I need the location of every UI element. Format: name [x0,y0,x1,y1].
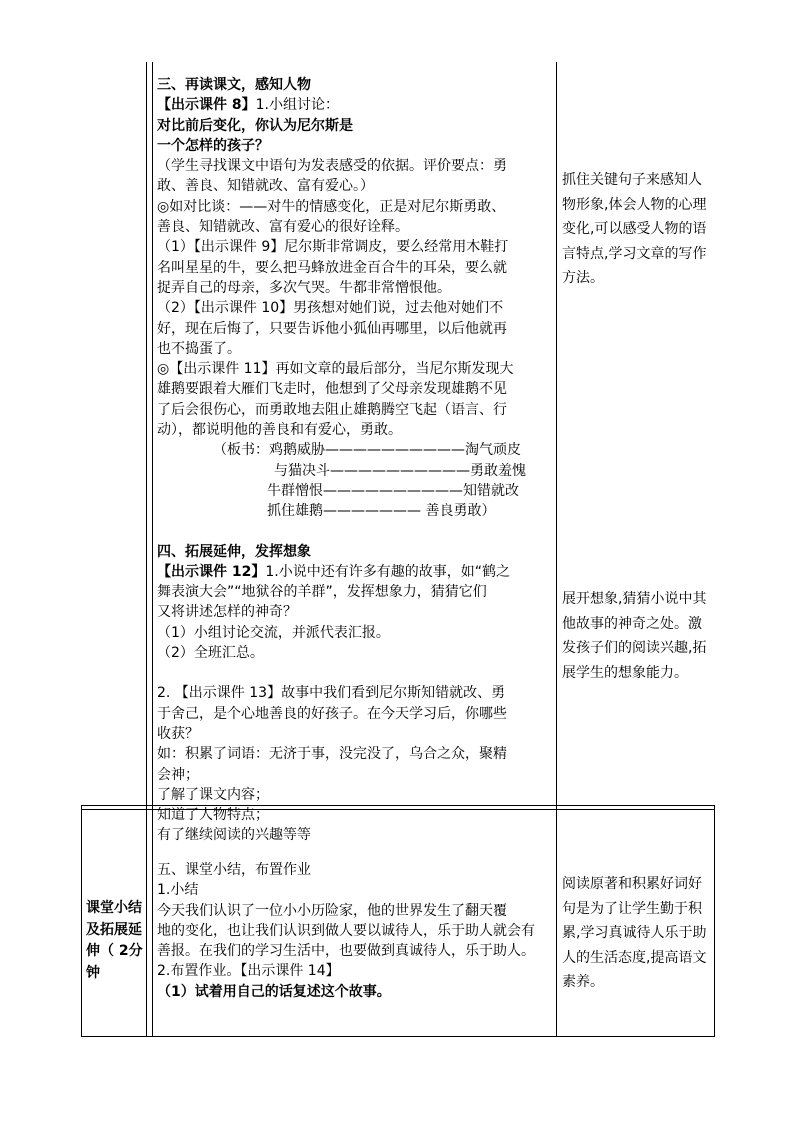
design-note-2 [562,587,712,685]
plain-text: 好，现在后悔了，只要告诉他小狐仙再哪里，以后他就再 [157,320,507,337]
lesson-plan-table [81,62,715,1037]
text-line [157,237,553,257]
board-line: （板书：鸡鹅威胁——————————淘气顽皮 [213,442,521,459]
board-notes [157,440,553,521]
plain-text: 于舍己，是个心地善良的好孩子。在今天学习后，你哪些 [157,705,507,722]
text-line [157,941,553,961]
bold-text: 【出示课件 8】 [157,97,256,114]
plain-text: 如：积累了词语：无济于事，没完没了，乌合之众，聚精 [157,746,507,763]
text-line [157,785,553,805]
plain-text: （1）小组讨论交流，并派代表汇报。 [157,624,390,641]
plain-text: （1）【出示课件 9】尼尔斯非常调皮，要么经常用木鞋打 [157,239,509,256]
bold-text: 对比前后变化，你认为尼尔斯是 [157,117,353,134]
plain-text: 今天我们认识了一位小小历险家，他的世界发生了翻天覆 [157,902,507,919]
plain-text: 捉弄自己的母亲，多次气哭。牛都非常憎恨他。 [157,279,451,296]
plain-text: 敢、善良、知错就改、富有爱心。） [157,178,374,195]
bold-text: 一个怎样的孩子？ [157,137,269,154]
content-cell-row1 [157,75,553,846]
design-note-1 [562,168,712,291]
text-line [157,765,553,785]
plain-text: 善报。在我们的学习生活中，也要做到真诚待人，乐于助人。 [157,943,535,960]
text-line [157,901,553,921]
table-border [81,1036,715,1037]
table-border [81,805,82,1037]
note-text: 阅读原著和积累好词好句是为了让学生勤于积累,学习真诚待人乐于助人的生活态度,提高语文素养。 [562,876,707,991]
text-line [157,744,553,764]
text-line [157,339,553,359]
table-border [714,805,715,1037]
plain-text: 了后会很伤心，而勇敢地去阻止雄鹅腾空飞起（语言、行 [157,401,507,418]
text-line [157,582,553,602]
design-note-3 [562,872,712,995]
bold-text: 四、拓展延伸，发挥想象 [157,543,311,560]
plain-text: 收获？ [157,725,199,742]
text-line [157,95,553,115]
content-cell-row2 [157,860,553,1002]
section-four-part2 [157,683,553,845]
plain-text: ◎【出示课件 11】再如文章的最后部分，当尼尔斯发现大 [157,361,514,378]
plain-text: 2. 【出示课件 13】故事中我们看到尼尔斯知错就改、勇 [157,685,506,702]
table-border [556,62,557,1037]
text-line [157,400,553,420]
text-line [157,156,553,176]
text-line [157,542,553,562]
bold-text: （1）试着用自己的话复述这个故事。 [157,983,391,1000]
note-text: 展开想象,猜猜小说中其他故事的神奇之处。激发孩子们的阅读兴趣,拓展学生的想象能力。 [562,591,707,681]
text-line [157,176,553,196]
board-line: 牛群憎恨——————————知错就改 [267,482,519,499]
text-line [157,298,553,318]
plain-text: 2.布置作业。【出示课件 14】 [157,963,340,980]
text-line [157,683,553,703]
plain-text: 名叫星星的牛，要么把马蜂放进金百合牛的耳朵，要么就 [157,259,507,276]
text-line [157,921,553,941]
plain-text: 动），都说明他的善良和有爱心，勇敢。 [157,422,402,439]
text-line [157,75,553,95]
bold-text: 【出示课件 12】 [157,563,266,580]
text-line [157,961,553,981]
board-line: 与猫决斗——————————勇敢羞愧 [274,462,526,479]
section-three [157,75,553,440]
plain-text: 1.小说中还有许多有趣的故事，如“鹤之 [265,563,510,580]
plain-text: 也不捣蛋了。 [157,340,241,357]
text-line [157,860,553,880]
text-line [157,643,553,663]
text-line [157,880,553,900]
plain-text: 舞表演大会”“地狱谷的羊群”，发挥想象力，猜猜它们 [157,584,487,601]
table-border [146,62,147,1037]
text-line [157,359,553,379]
text-line [157,278,553,298]
plain-text: 了解了课文内容； [157,786,269,803]
plain-text: （学生寻找课文中语句为发表感受的依据。评价要点：勇 [157,158,507,175]
text-line [157,319,553,339]
stage-label: 课堂小结及拓展延伸（ 2分钟 [86,900,143,981]
plain-text: 知道了人物特点； [157,807,269,824]
note-text: 抓住关键句子来感知人物形象,体会人物的心理变化,可以感受人物的语言特点,学习文章的写作方法。 [562,172,707,287]
plain-text: 五、课堂小结，布置作业 [157,862,311,878]
table-border [152,62,153,1037]
text-line [157,116,553,136]
plain-text: 1.小结 [157,882,199,899]
plain-text: ◎如对比谈：——对牛的情感变化，正是对尼尔斯勇敢、 [157,198,506,215]
plain-text: 雄鹅要跟着大雁们飞走时，他想到了父母亲发现雄鹅不见 [157,381,507,398]
text-line [157,704,553,724]
section-four [157,542,553,664]
text-line [157,623,553,643]
plain-text: 会神； [157,766,199,783]
text-line [157,258,553,278]
text-line [157,136,553,156]
plain-text: 善良、知错就改、富有爱心的很好诠释。 [157,219,409,236]
plain-text: 地的变化，也让我们认识到做人要以诚待人，乐于助人就会有 [157,922,535,939]
text-line [157,724,553,744]
text-line [157,562,553,582]
plain-text: 又将讲述怎样的神奇？ [157,604,297,621]
plain-text: 1.小组讨论： [255,97,339,114]
text-line [157,805,553,825]
section-five [157,860,553,1002]
board-line: 抓住雄鹅——————— 善良勇敢） [267,503,496,520]
plain-text: 有了继续阅读的兴趣等等 [157,827,311,844]
text-line [157,825,553,845]
text-line [157,197,553,217]
text-line [157,217,553,237]
bold-text: 三、再读课文，感知人物 [157,77,311,93]
text-line [157,602,553,622]
plain-text: （2）【出示课件 10】男孩想对她们说，过去他对她们不 [157,300,504,317]
text-line [157,420,553,440]
text-line [157,982,553,1002]
stage-label-cell [86,898,144,984]
plain-text: （2）全班汇总。 [157,645,264,662]
text-line [157,379,553,399]
